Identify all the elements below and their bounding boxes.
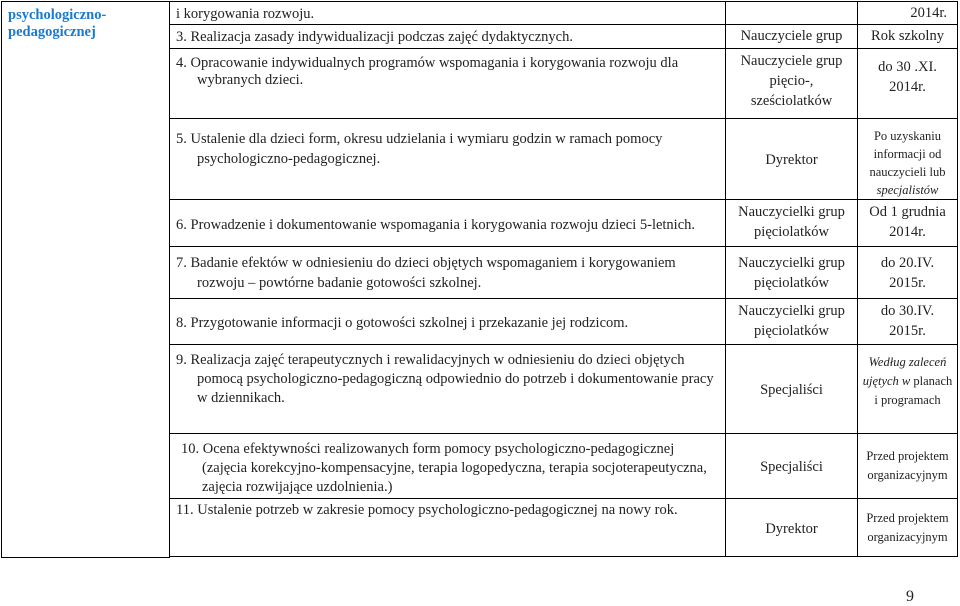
responsible-text: Nauczycielki grup pięciolatków — [738, 255, 845, 291]
task-text: Badanie efektów w odniesieniu do dzieci objętych wspomaganiem i korygowaniem rozwoju – powtórne badanie gotowości szkolnej. — [190, 255, 676, 291]
responsible-text: Specjaliści — [760, 459, 823, 475]
task-text: Realizacja zajęć terapeutycznych i rewalidacyjnych w odniesieniu do dzieci objętych pomocą psychologiczno-pedagogiczną odpowiednio do potrzeb i dokumentowanie pracy w dziennikach. — [190, 352, 714, 406]
task-text: Prowadzenie i dokumentowanie wspomagania i korygowania rozwoju dzieci 5-letnich. — [190, 216, 696, 233]
task-text: Realizacja zasady indywidualizacji podczas zajęć dydaktycznych. — [190, 29, 573, 45]
responsible-text: Nauczycielki grup pięciolatków — [738, 303, 845, 339]
page-number: 9 — [906, 588, 914, 605]
task-number: 5. — [176, 131, 187, 147]
term-text: Przed projektem organizacyjnym — [866, 510, 949, 544]
term-text: Po uzyskaniu informacji od nauczycieli lub — [869, 129, 946, 179]
term-text: planach i programach — [874, 374, 953, 407]
task-number: 4. — [176, 55, 187, 71]
task-text: i korygowania rozwoju. — [176, 6, 315, 22]
term-text: Od 1 grudnia 2014r. — [869, 204, 946, 240]
task-text: Przygotowanie informacji o gotowości szkolnej i przekazanie jej rodzicom. — [190, 315, 629, 331]
task-number: 6. — [176, 216, 187, 233]
task-number: 7. — [176, 255, 187, 271]
responsible-text: Dyrektor — [765, 152, 818, 168]
task-number: 8. — [176, 315, 187, 331]
responsible-text: Nauczyciele grup — [740, 28, 843, 44]
responsible-text: Nauczyciele grup pięcio-, sześciolatków — [740, 53, 843, 109]
responsible-text: Specjaliści — [760, 382, 823, 398]
task-number: 3. — [176, 29, 187, 45]
term-text: Rok szkolny — [871, 28, 944, 44]
responsible-text — [726, 2, 857, 5]
task-number: 11. — [176, 502, 194, 518]
table-row — [2, 2, 958, 25]
table-row — [2, 299, 958, 345]
plan-table — [1, 1, 958, 558]
section-label: psychologiczno- pedagogicznej — [8, 7, 107, 40]
term-text: do 30 .XI. 2014r. — [878, 59, 937, 95]
term-text-italic: specjalistów — [876, 183, 939, 197]
task-text: Opracowanie indywidualnych programów wspomagania i korygowania rozwoju dla wybranych dzieci. — [190, 55, 679, 88]
responsible-text: Nauczycielki grup pięciolatków — [738, 204, 845, 240]
task-text: Ocena efektywności realizowanych form pomocy psychologiczno-pedagogicznej (zajęcia korekcyjno-kompensacyjne, terapia logopedyczna, terapia socjoterapeutyczna, zajęcia rozwijające uzdolnienia.) — [202, 441, 707, 495]
term-text: Przed projektem organizacyjnym — [866, 449, 949, 482]
term-text: do 20.IV. 2015r. — [880, 255, 935, 291]
term-text-italic: Według zaleceń ujętych w — [862, 355, 947, 388]
task-text: Ustalenie potrzeb w zakresie pomocy psychologiczno-pedagogicznej na nowy rok. — [197, 502, 678, 518]
responsible-text: Dyrektor — [765, 520, 818, 537]
section-label-cell — [2, 2, 170, 299]
term-text: do 30.IV. 2015r. — [880, 303, 935, 339]
term-text: 2014r. — [910, 5, 947, 21]
task-number: 9. — [176, 352, 187, 368]
task-number: 10. — [181, 441, 200, 457]
task-text: Ustalenie dla dzieci form, okresu udzielania i wymiaru godzin w ramach pomocy psychologiczno-pedagogicznej. — [190, 131, 663, 167]
